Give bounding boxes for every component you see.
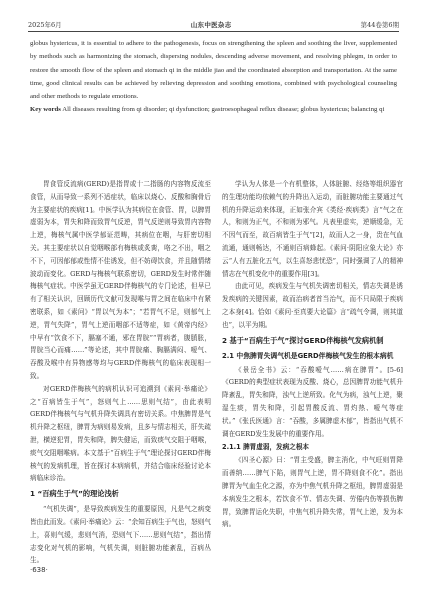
subsection-heading-2-1: 2.1 中焦脾胃失调气机是GERD伴梅核气发生的根本病机 (222, 351, 394, 360)
intro-paragraph-1: 胃食管反流病(GERD)是指胃或十二指肠的内容物反流至食管，从而导致一系列不适症状，临床以烧心、反酸和胸骨后为主要症状的疾病[1]。中医学认为其病位在食管、胃，以脾胃虚弱为本，胃失和降而致胃气反逆，胃气反逆则导致胃内容物上逆，梅核气属中医学郁证范畴，其病位在咽，与肝密切相关。其主要症状以自觉咽喉部有梅核或炙脔，咯之不出，咽之不下，可因郁郁或性情不佳诱发，但不妨碍饮食，并且随情绪波动而变化。GERD与梅核气联系密切，GERD发生时常伴随梅核气症状。中医学虽无GERD伴梅核气的专门论述，但早已有了相关认识，回顾历代文献可发现喉与胃之间在临床中有紧密联系，如《素问》“胃以气为本”；“若胃气不足，则郁气上逆，胃气失降”，胃气上逆而咽部不适等症，如《黄帝内经》中早有“饮食不下，膈塞不通，邪在胃脘”“胃病者，腹䐜胀，胃脘当心而痛……”等论述，其中胃脘痛、胸膈满闷、嗳气、吞酸及喉中有异物感等均与GERD伴梅核气的临床表现相一致。 (30, 180, 211, 380)
right-paragraph-4: 《四圣心源》曰：“胃主受盛，脾主消化，中气旺则胃降而善纳……脾气下陷，则胃气上逆，胃不降则食不化”。指出脾胃为气血生化之源，亦为中焦气机升降之枢纽，脾胃虚弱是本病发生之根本，若饮食不节、情志失调、劳倦内伤等损伤脾胃，致脾胃运化失职，中焦气机升降失常，胃气上逆，发为本病。 (222, 456, 403, 529)
section-heading-1: 1 “百病生于气”的理论浅析 (30, 489, 119, 499)
page-number: ·638· (30, 566, 48, 574)
english-abstract (30, 37, 397, 117)
header-volume: 第44卷第6期 (360, 21, 399, 29)
abstract-text: globus hystericus, it is essential to adhere to the pathogenesis, focus on strengthening the spleen and soothing the liver, supplemented by methods such as harmonizing the stomach, dispersing nodules, descending adverse movement, and resolving phlegm, in order to restore the smooth flow of the spleen and stomach qi in the middle jiao and the coordinated absorption and transportation. At the same time, good clinical results can be achieved by relieving depression and soothing emotions, combined with psychological counseling and other methods to regulate emotions. (30, 40, 397, 101)
keywords-text: All diseases resulting from qi disorder; qi dysfunction; gastroesophageal reflux disease; globus hystericus; balancing qi (62, 106, 385, 114)
right-paragraph-2: 由此可见，疾病发生与气机失调密切相关，情志失调是诱发疾病的关键因素，故而治病者首当治气，而不只局限于疾病之本身[4]。恰如《素问·至真要大论篇》言“疏气令调，则其道也”，以平为期。 (222, 282, 403, 329)
right-paragraph-1: 学认为人体是一个有机整体，人体脏腑、经络等组织器官的生理功能均依赖气的升降出入运动，而脏腑功能主要通过气机的升降运动来体现，正如张介宾《类经·疾病类》言“气之在人，和则为正气，不和则为邪气。凡表里虚实，逆顺缓急，无不因气而至，故百病皆生于气”[2]，故而人之一身，贵在气血流通，通则畅达，不通则百病蜂起。《素问·阴阳应象大论》亦云“人有五脏化五气，以生喜怒悲忧恐”，同时强调了人的精神情志在气机变化中的重要作用[3]。 (222, 180, 403, 278)
header-rule (28, 31, 399, 32)
right-column (222, 178, 403, 531)
header-journal-title: 山东中医杂志 (190, 21, 232, 29)
header-date: 2025年6月 (28, 21, 62, 29)
section-heading-2: 2 基于“百病生于气”探讨GERD伴梅核气发病机制 (222, 335, 384, 345)
section-1-paragraph: “气机失调”，是导致疾病发生的重要原因，凡是气之病变皆由此而发。《素问·举痛论》云：“余知百病生于气也，怒则气上，喜则气缓，悲则气消，恐则气下……思则气结”，指出情志变化对气机的影响，气机失调，则脏腑功能紊乱，百病丛生。 (30, 505, 211, 565)
subsection-heading-2-1-1: 2.1.1 脾胃虚弱，发病之根本 (222, 443, 310, 452)
right-paragraph-3: 《景岳全书》云：“吞酸嗳气……病在脾胃”。[5-6]《GERD的典型症状表现为反酸、烧心，总因脾胃功能气机升降紊乱，胃失和降，浊气上逆所致。化气为病，浊气上逆，聚湿生痰，胃失和降，引起胃酸反流、胃灼热、嗳气等症状。”《张氏医通》言：“吞酸，多属脾虚木郁”，皆指出气机不调在GERD发生发展中的重要作用。 (222, 365, 403, 438)
intro-paragraph-2: 对GERD伴梅核气的病机认识可追溯到《素问·举痛论》之“百病皆生于气”，怒则气上……思则气结”，由此表明GERD伴梅核气与气机升降失调具有密切关系。中焦脾胃是气机升降之枢纽，脾胃为病则易发病，且多与情志相关，肝失疏泄，横逆犯胃，胃失和降，脾失健运，而致痰气交阻于咽喉，痰气交阻咽喉病。本文基于“百病生于气”理论探讨GERD伴梅核气的发病机理，旨在探讨本病病机，并结合临床经验讨论本病临床诊治。 (30, 384, 211, 483)
keywords-label: Key words (30, 106, 61, 114)
running-header (28, 15, 399, 29)
left-column (30, 178, 211, 567)
